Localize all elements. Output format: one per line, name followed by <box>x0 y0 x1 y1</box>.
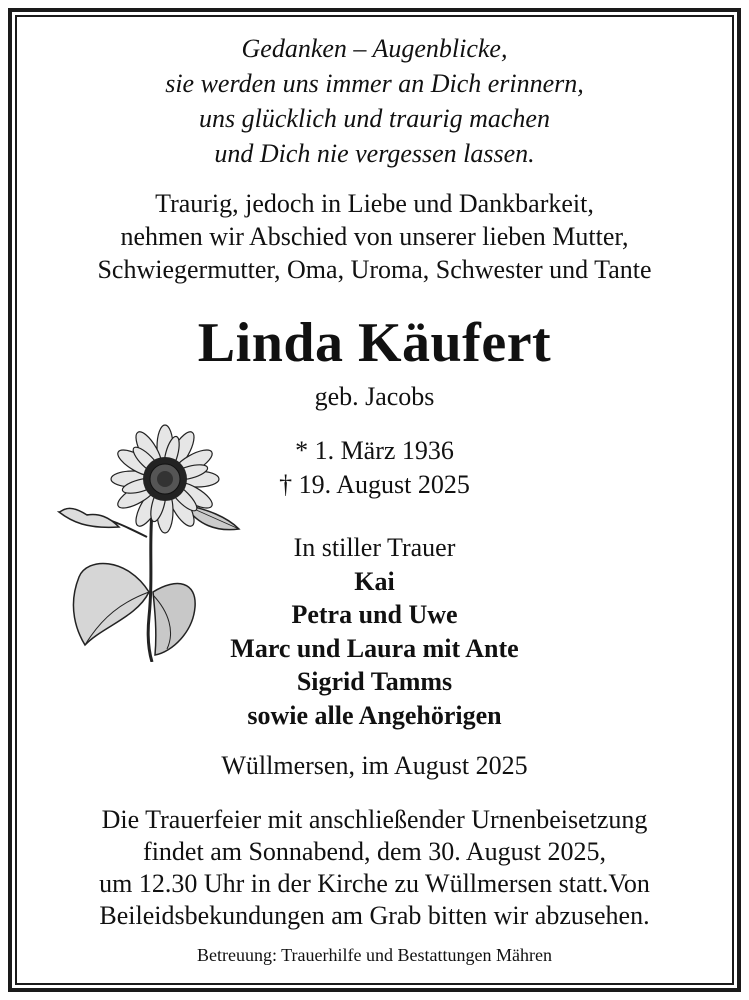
funeral-home-credit: Betreuung: Trauerhilfe und Bestattungen Mähren <box>197 945 552 965</box>
mourner-name: sowie alle Angehörigen <box>247 700 502 730</box>
poem-line: Gedanken – Augenblicke, <box>241 34 508 63</box>
birth-name: geb. Jacobs <box>314 382 435 411</box>
mourning-intro: In stiller Trauer <box>293 533 456 562</box>
poem-line: und Dich nie vergessen lassen. <box>214 139 535 168</box>
intro-line: Schwiegermutter, Oma, Uroma, Schwester und Tante <box>97 255 652 284</box>
mourner-name: Sigrid Tamms <box>296 667 453 696</box>
obituary-notice <box>17 17 732 983</box>
intro-text <box>17 187 732 286</box>
mourner-name: Petra und Uwe <box>291 600 458 629</box>
service-line: Beileidsbekundungen am Grab bitten wir abzusehen. <box>99 901 650 930</box>
deceased-name: Linda Käufert <box>197 312 552 374</box>
place-date: Wüllmersen, im August 2025 <box>221 751 528 780</box>
service-line: Die Trauerfeier mit anschließender Urnenbeisetzung <box>101 805 648 834</box>
poem-line: sie werden uns immer an Dich erinnern, <box>165 69 584 98</box>
service-line: um 12.30 Uhr in der Kirche zu Wüllmersen statt.Von <box>99 869 650 898</box>
poem <box>17 31 732 171</box>
intro-line: nehmen wir Abschied von unserer lieben Mutter, <box>120 222 629 251</box>
intro-line: Traurig, jedoch in Liebe und Dankbarkeit, <box>155 189 594 218</box>
poem-line: uns glücklich und traurig machen <box>199 104 550 133</box>
birth-date: * 1. März 1936 <box>295 436 454 465</box>
sunflower-icon <box>57 417 242 662</box>
service-line: findet am Sonnabend, dem 30. August 2025, <box>143 837 606 866</box>
mourner-name: Kai <box>354 566 395 596</box>
mourner-name: Marc und Laura mit Ante <box>230 633 519 663</box>
service-info <box>17 804 732 932</box>
death-date: † 19. August 2025 <box>279 470 470 499</box>
